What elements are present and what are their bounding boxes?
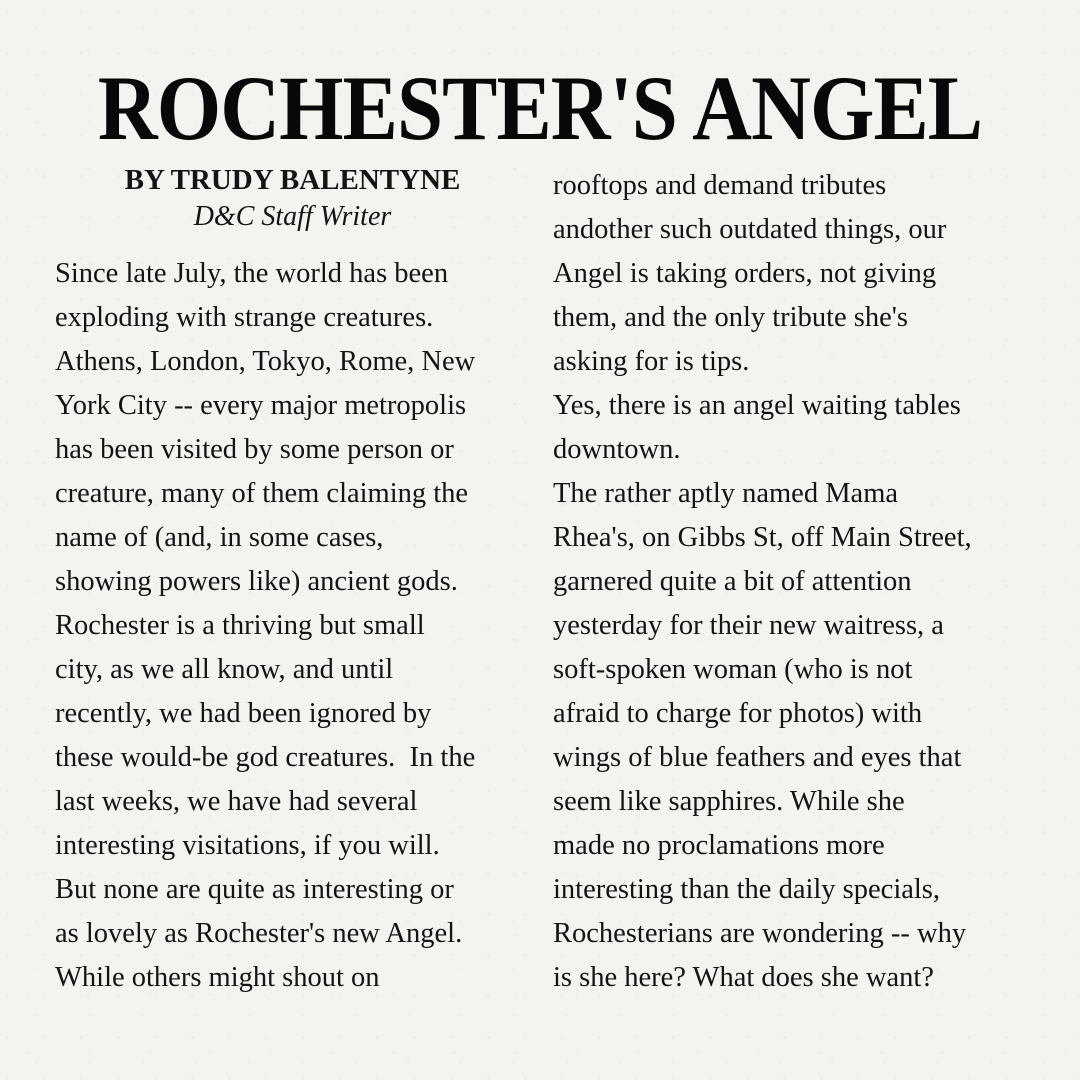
article-text-line: Athens, London, Tokyo, Rome, New — [55, 346, 476, 377]
article-text-line: interesting than the daily specials, — [553, 874, 941, 905]
article-text-line: showing powers like) ancient gods. — [55, 566, 458, 597]
article-text-line: Angel is taking orders, not giving — [553, 258, 937, 289]
article-text-line: But none are quite as interesting or — [55, 874, 454, 905]
article-text-line: wings of blue feathers and eyes that — [553, 742, 962, 773]
article-text-line: as lovely as Rochester's new Angel. — [55, 918, 463, 949]
article-text-line: interesting visitations, if you will. — [55, 830, 440, 861]
article-text-line: Since late July, the world has been — [55, 258, 449, 289]
article-text-line: soft-spoken woman (who is not — [553, 654, 913, 685]
article-column-right — [553, 164, 1053, 1000]
article-text-line: made no proclamations more — [553, 830, 885, 861]
article-text-line: While others might shout on — [55, 962, 380, 993]
article-text-line: The rather aptly named Mama — [553, 478, 899, 509]
article-text-line: asking for is tips. — [553, 346, 750, 377]
article-text-line: Yes, there is an angel waiting tables — [553, 390, 961, 421]
article-text-line: has been visited by some person or — [55, 434, 454, 465]
article-text-line: yesterday for their new waitress, a — [553, 610, 944, 641]
article-text-line: rooftops and demand tributes — [553, 170, 887, 201]
article-text-line: is she here? What does she want? — [553, 962, 934, 993]
article-text-line: name of (and, in some cases, — [55, 522, 384, 553]
article-text-line: York City -- every major metropolis — [55, 390, 467, 421]
article-text-line: these would-be god creatures. In the — [55, 742, 476, 773]
article-column-left — [55, 252, 555, 1000]
article-text-line: Rhea's, on Gibbs St, off Main Street, — [553, 522, 972, 553]
byline-staff-title: D&C Staff Writer — [193, 201, 392, 232]
article-text-line: exploding with strange creatures. — [55, 302, 434, 333]
article-text-line: seem like sapphires. While she — [553, 786, 905, 817]
article-text-line: last weeks, we have had several — [55, 786, 418, 817]
article-text-line: andother such outdated things, our — [553, 214, 947, 245]
byline-author: BY TRUDY BALENTYNE — [124, 164, 461, 196]
article-text-line: creature, many of them claiming the — [55, 478, 469, 509]
article-text-line: downtown. — [553, 434, 681, 465]
article-text-line: afraid to charge for photos) with — [553, 698, 923, 729]
article-text-line: Rochester is a thriving but small — [55, 610, 425, 641]
headline: ROCHESTER'S ANGEL — [97, 57, 983, 159]
article-text-line: Rochesterians are wondering -- why — [553, 918, 967, 949]
article-text-line: recently, we had been ignored by — [55, 698, 432, 729]
article-text-line: city, as we all know, and until — [55, 654, 394, 685]
article-text-line: garnered quite a bit of attention — [553, 566, 912, 597]
article-text-line: them, and the only tribute she's — [553, 302, 908, 333]
